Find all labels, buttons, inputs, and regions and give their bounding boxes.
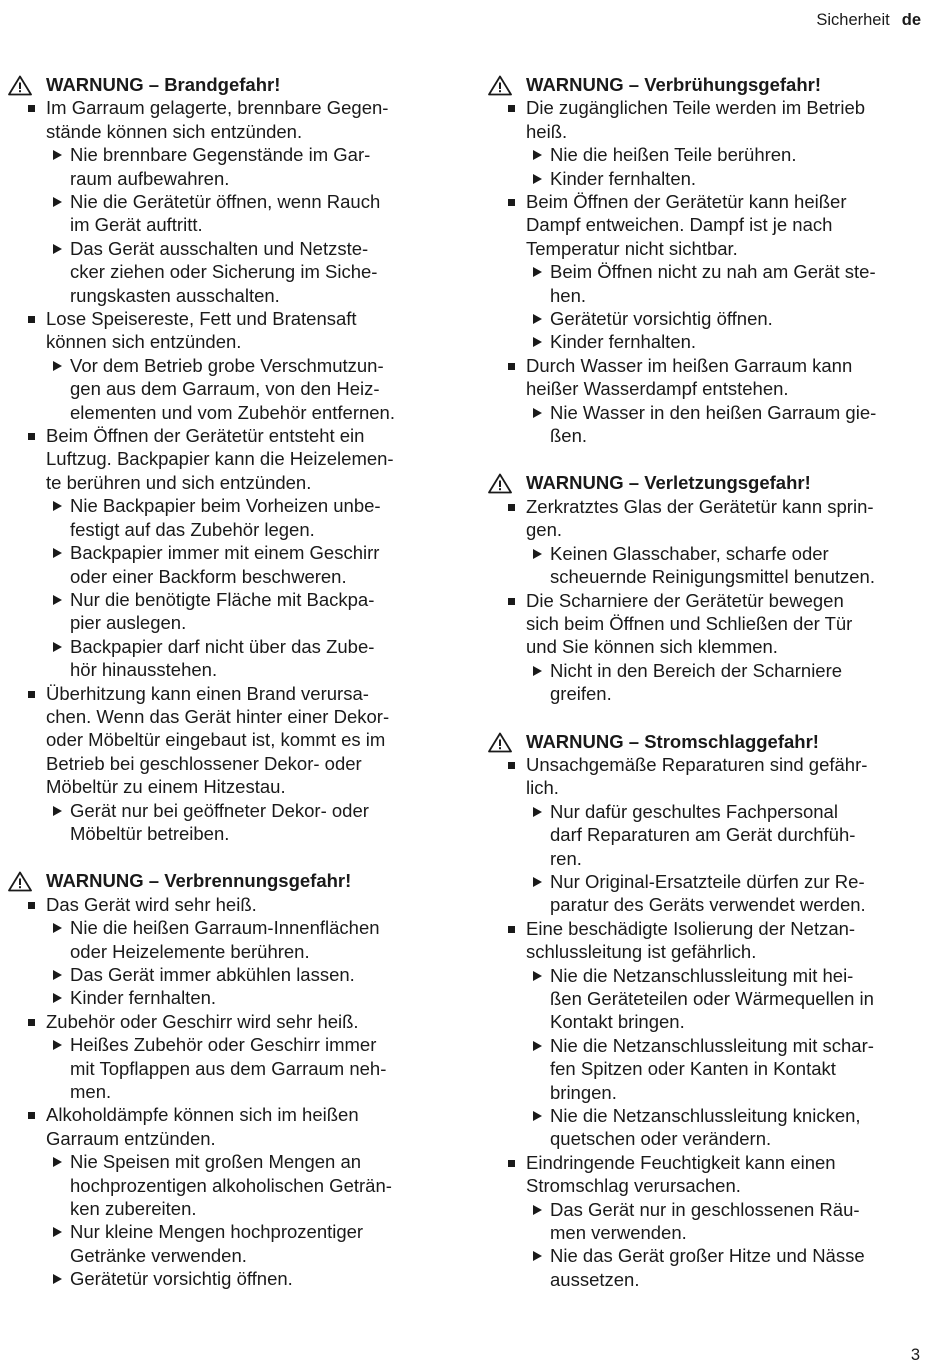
- action-step: [8, 916, 426, 963]
- action-step: [488, 1104, 906, 1151]
- action-step: [8, 237, 426, 307]
- hazard-item: [488, 354, 906, 401]
- text-line: Alkoholdämpfe können sich im heißen: [46, 1104, 359, 1126]
- triangle-arrow-icon: [53, 197, 62, 207]
- text-line: ken zubereiten.: [70, 1198, 197, 1220]
- text-line: Backpapier immer mit einem Geschirr: [70, 542, 380, 564]
- triangle-arrow-icon: [53, 361, 62, 371]
- triangle-arrow-icon: [533, 267, 542, 277]
- square-bullet-icon: [508, 363, 515, 370]
- warning-heading: [8, 869, 426, 892]
- running-header: [816, 9, 921, 31]
- text-line: Nie die Netzanschlussleitung mit schar-: [550, 1034, 874, 1056]
- text-line: Nie die Gerätetür öffnen, wenn Rauch: [70, 191, 381, 213]
- triangle-arrow-icon: [53, 501, 62, 511]
- text-line: Beim Öffnen nicht zu nah am Gerät ste-: [550, 261, 876, 283]
- text-line: lich.: [526, 777, 559, 799]
- text-line: rungskasten ausschalten.: [70, 284, 280, 306]
- hazard-item: [488, 589, 906, 659]
- text-line: men verwenden.: [550, 1222, 687, 1244]
- text-line: Garraum entzünden.: [46, 1127, 216, 1149]
- warning-heading: [488, 730, 906, 753]
- text-line: Temperatur nicht sichtbar.: [526, 237, 738, 259]
- triangle-arrow-icon: [533, 1205, 542, 1215]
- triangle-arrow-icon: [533, 408, 542, 418]
- text-line: Heißes Zubehör oder Geschirr immer: [70, 1034, 377, 1056]
- text-line: hör hinausstehen.: [70, 659, 218, 681]
- text-line: paratur des Geräts verwendet werden.: [550, 894, 866, 916]
- text-line: Das Gerät ausschalten und Netzste-: [70, 237, 369, 259]
- triangle-arrow-icon: [533, 971, 542, 981]
- text-line: Durch Wasser im heißen Garraum kann: [526, 354, 853, 376]
- right-column: [488, 73, 906, 1315]
- triangle-arrow-icon: [53, 923, 62, 933]
- action-step: [488, 1244, 906, 1291]
- text-line: Eine beschädigte Isolierung der Netzan-: [526, 917, 856, 939]
- text-line: heißer Wasserdampf entstehen.: [526, 378, 789, 400]
- text-line: Betrieb bei geschlossener Dekor- oder: [46, 752, 362, 774]
- action-step: [8, 143, 426, 190]
- triangle-arrow-icon: [533, 807, 542, 817]
- triangle-arrow-icon: [53, 595, 62, 605]
- text-line: Lose Speisereste, Fett und Bratensaft: [46, 308, 357, 330]
- text-line: aussetzen.: [550, 1268, 640, 1290]
- hazard-item: [8, 1103, 426, 1150]
- text-line: schlussleitung ist gefährlich.: [526, 941, 757, 963]
- square-bullet-icon: [28, 691, 35, 698]
- text-line: Nie die Netzanschlussleitung mit hei-: [550, 964, 854, 986]
- triangle-arrow-icon: [533, 174, 542, 184]
- text-line: Nie die Netzanschlussleitung knicken,: [550, 1105, 861, 1127]
- text-line: te berühren und sich entzünden.: [46, 471, 312, 493]
- action-step: [488, 167, 906, 190]
- action-step: [488, 1034, 906, 1104]
- square-bullet-icon: [28, 433, 35, 440]
- triangle-arrow-icon: [533, 337, 542, 347]
- action-step: [8, 354, 426, 424]
- action-step: [488, 260, 906, 307]
- text-line: Unsachgemäße Reparaturen sind gefähr-: [526, 753, 868, 775]
- triangle-arrow-icon: [53, 993, 62, 1003]
- triangle-arrow-icon: [533, 877, 542, 887]
- text-line: Stromschlag verursachen.: [526, 1175, 741, 1197]
- square-bullet-icon: [28, 105, 35, 112]
- triangle-arrow-icon: [53, 1274, 62, 1284]
- text-line: gen aus dem Garraum, von den Heiz-: [70, 378, 380, 400]
- triangle-arrow-icon: [53, 1157, 62, 1167]
- action-step: [488, 964, 906, 1034]
- text-line: Gerätetür vorsichtig öffnen.: [550, 308, 773, 330]
- warning-triangle-icon: [8, 871, 32, 892]
- text-line: Im Garraum gelagerte, brennbare Gegen-: [46, 97, 389, 119]
- warning-block: [488, 730, 906, 1292]
- hazard-item: [488, 753, 906, 800]
- text-line: bringen.: [550, 1081, 617, 1103]
- triangle-arrow-icon: [533, 150, 542, 160]
- text-line: Nie die heißen Teile berühren.: [550, 144, 797, 166]
- hazard-item: [8, 893, 426, 916]
- hazard-item: [488, 917, 906, 964]
- text-line: und Sie können sich klemmen.: [526, 636, 778, 658]
- action-step: [488, 542, 906, 589]
- action-step: [8, 1267, 426, 1290]
- page-number: 3: [910, 1346, 920, 1364]
- text-line: men.: [70, 1081, 112, 1103]
- action-step: [8, 799, 426, 846]
- action-step: [8, 635, 426, 682]
- text-line: ßen.: [550, 425, 588, 447]
- action-step: [8, 190, 426, 237]
- action-step: [8, 963, 426, 986]
- text-line: Die Scharniere der Gerätetür bewegen: [526, 589, 844, 611]
- text-line: cker ziehen oder Sicherung im Siche-: [70, 261, 378, 283]
- text-line: sich beim Öffnen und Schließen der Tür: [526, 612, 853, 634]
- text-line: mit Topflappen aus dem Garraum neh-: [70, 1057, 387, 1079]
- text-line: gen.: [526, 519, 563, 541]
- triangle-arrow-icon: [533, 666, 542, 676]
- warning-heading-text: WARNUNG – Brandgefahr!: [46, 74, 281, 95]
- warning-heading: [8, 73, 426, 96]
- text-line: stände können sich entzünden.: [46, 120, 303, 142]
- text-line: raum aufbewahren.: [70, 167, 230, 189]
- text-line: Nur kleine Mengen hochprozentiger: [70, 1221, 364, 1243]
- language-code: de: [901, 11, 921, 29]
- square-bullet-icon: [508, 1160, 515, 1167]
- warning-heading: [488, 471, 906, 494]
- triangle-arrow-icon: [53, 150, 62, 160]
- text-line: Zerkratztes Glas der Gerätetür kann sprin-: [526, 495, 874, 517]
- action-step: [488, 307, 906, 330]
- triangle-arrow-icon: [53, 1227, 62, 1237]
- text-line: Eindringende Feuchtigkeit kann einen: [526, 1151, 836, 1173]
- text-line: oder einer Backform beschweren.: [70, 565, 347, 587]
- triangle-arrow-icon: [53, 806, 62, 816]
- triangle-arrow-icon: [53, 548, 62, 558]
- text-line: greifen.: [550, 683, 612, 705]
- text-line: Nie die heißen Garraum-Innenflächen: [70, 917, 380, 939]
- action-step: [488, 1198, 906, 1245]
- hazard-item: [8, 424, 426, 494]
- action-step: [488, 659, 906, 706]
- text-line: Nur dafür geschultes Fachpersonal: [550, 800, 838, 822]
- hazard-item: [8, 682, 426, 799]
- text-line: Das Gerät nur in geschlossenen Räu-: [550, 1198, 860, 1220]
- text-line: Möbeltür zu einem Hitzestau.: [46, 776, 286, 798]
- text-line: Nur die benötigte Fläche mit Backpa-: [70, 588, 375, 610]
- triangle-arrow-icon: [53, 642, 62, 652]
- text-line: Gerät nur bei geöffneter Dekor- oder: [70, 799, 369, 821]
- hazard-item: [8, 1010, 426, 1033]
- text-line: Überhitzung kann einen Brand verursa-: [46, 682, 369, 704]
- hazard-item: [8, 96, 426, 143]
- text-line: quetschen oder verändern.: [550, 1128, 772, 1150]
- triangle-arrow-icon: [53, 1040, 62, 1050]
- action-step: [488, 143, 906, 166]
- warning-triangle-icon: [488, 473, 512, 494]
- hazard-item: [488, 96, 906, 143]
- triangle-arrow-icon: [533, 1111, 542, 1121]
- text-line: ßen Geräteteilen oder Wärmequellen in: [550, 987, 874, 1009]
- warning-heading: [488, 73, 906, 96]
- action-step: [8, 541, 426, 588]
- action-step: [488, 800, 906, 870]
- warning-block: [488, 73, 906, 447]
- text-line: fen Spitzen oder Kanten in Kontakt: [550, 1058, 836, 1080]
- text-line: Nur Original-Ersatzteile dürfen zur Re-: [550, 870, 865, 892]
- warning-triangle-icon: [488, 75, 512, 96]
- action-step: [488, 330, 906, 353]
- text-line: oder Heizelemente berühren.: [70, 940, 310, 962]
- text-line: Getränke verwenden.: [70, 1244, 247, 1266]
- action-step: [8, 986, 426, 1009]
- action-step: [8, 1033, 426, 1103]
- square-bullet-icon: [508, 762, 515, 769]
- hazard-item: [8, 307, 426, 354]
- warning-heading-text: WARNUNG – Verbrennungsgefahr!: [46, 870, 352, 892]
- warning-block: [8, 869, 426, 1290]
- warning-block: [488, 471, 906, 705]
- text-line: Nie Speisen mit großen Mengen an: [70, 1151, 362, 1173]
- hazard-item: [488, 1151, 906, 1198]
- section-title: Sicherheit: [816, 11, 890, 29]
- action-step: [8, 588, 426, 635]
- warning-triangle-icon: [8, 75, 32, 96]
- warning-block: [8, 73, 426, 845]
- hazard-item: [488, 495, 906, 542]
- triangle-arrow-icon: [533, 549, 542, 559]
- action-step: [8, 1220, 426, 1267]
- text-line: Kontakt bringen.: [550, 1011, 685, 1033]
- text-line: ren.: [550, 847, 582, 869]
- triangle-arrow-icon: [533, 1041, 542, 1051]
- text-line: Beim Öffnen der Gerätetür entsteht ein: [46, 425, 365, 447]
- text-line: Das Gerät wird sehr heiß.: [46, 893, 257, 915]
- hazard-item: [488, 190, 906, 260]
- left-column: [8, 73, 426, 1315]
- text-line: Keinen Glasschaber, scharfe oder: [550, 542, 829, 564]
- square-bullet-icon: [28, 1019, 35, 1026]
- text-line: heiß.: [526, 120, 568, 142]
- text-line: Luftzug. Backpapier kann die Heizelemen-: [46, 448, 394, 470]
- triangle-arrow-icon: [53, 244, 62, 254]
- action-step: [8, 1150, 426, 1220]
- square-bullet-icon: [28, 902, 35, 909]
- square-bullet-icon: [508, 199, 515, 206]
- text-line: oder Möbeltür eingebaut ist, kommt es im: [46, 729, 386, 751]
- text-line: hochprozentigen alkoholischen Geträn-: [70, 1174, 392, 1196]
- text-line: Nie Wasser in den heißen Garraum gie-: [550, 401, 877, 423]
- action-step: [488, 401, 906, 448]
- text-line: Vor dem Betrieb grobe Verschmutzun-: [70, 354, 384, 376]
- text-line: im Gerät auftritt.: [70, 214, 203, 236]
- text-line: Kinder fernhalten.: [550, 331, 697, 353]
- warning-heading-text: WARNUNG – Stromschlaggefahr!: [526, 730, 819, 752]
- text-line: Zubehör oder Geschirr wird sehr heiß.: [46, 1010, 359, 1032]
- text-line: können sich entzünden.: [46, 331, 242, 353]
- square-bullet-icon: [508, 504, 515, 511]
- text-line: Möbeltür betreiben.: [70, 822, 230, 844]
- text-line: hen.: [550, 284, 587, 306]
- text-line: Dampf entweichen. Dampf ist je nach: [526, 214, 833, 236]
- text-line: Nie das Gerät großer Hitze und Nässe: [550, 1245, 865, 1267]
- warning-heading-text: WARNUNG – Verbrühungsgefahr!: [526, 74, 821, 95]
- square-bullet-icon: [508, 926, 515, 933]
- text-line: Backpapier darf nicht über das Zube-: [70, 635, 375, 657]
- square-bullet-icon: [28, 1112, 35, 1119]
- text-line: Nicht in den Bereich der Scharniere: [550, 659, 843, 681]
- action-step: [488, 870, 906, 917]
- text-line: elementen und vom Zubehör entfernen.: [70, 401, 395, 423]
- triangle-arrow-icon: [533, 1251, 542, 1261]
- text-line: Kinder fernhalten.: [550, 167, 697, 189]
- text-line: Die zugänglichen Teile werden im Betrieb: [526, 97, 866, 119]
- text-line: chen. Wenn das Gerät hinter einer Dekor-: [46, 705, 390, 727]
- triangle-arrow-icon: [53, 970, 62, 980]
- text-line: Nie Backpapier beim Vorheizen unbe-: [70, 495, 381, 517]
- text-line: Das Gerät immer abkühlen lassen.: [70, 964, 355, 985]
- text-line: scheuernde Reinigungsmittel benutzen.: [550, 566, 875, 588]
- square-bullet-icon: [28, 316, 35, 323]
- text-line: Nie brennbare Gegenstände im Gar-: [70, 144, 371, 166]
- square-bullet-icon: [508, 598, 515, 605]
- text-line: darf Reparaturen am Gerät durchfüh-: [550, 824, 856, 846]
- text-line: Beim Öffnen der Gerätetür kann heißer: [526, 191, 847, 213]
- square-bullet-icon: [508, 105, 515, 112]
- warning-triangle-icon: [488, 732, 512, 753]
- action-step: [8, 494, 426, 541]
- text-line: Gerätetür vorsichtig öffnen.: [70, 1268, 293, 1290]
- text-line: festigt auf das Zubehör legen.: [70, 518, 315, 540]
- triangle-arrow-icon: [533, 314, 542, 324]
- text-line: Kinder fernhalten.: [70, 987, 217, 1009]
- warning-heading-text: WARNUNG – Verletzungsgefahr!: [526, 472, 811, 494]
- text-line: pier auslegen.: [70, 612, 187, 634]
